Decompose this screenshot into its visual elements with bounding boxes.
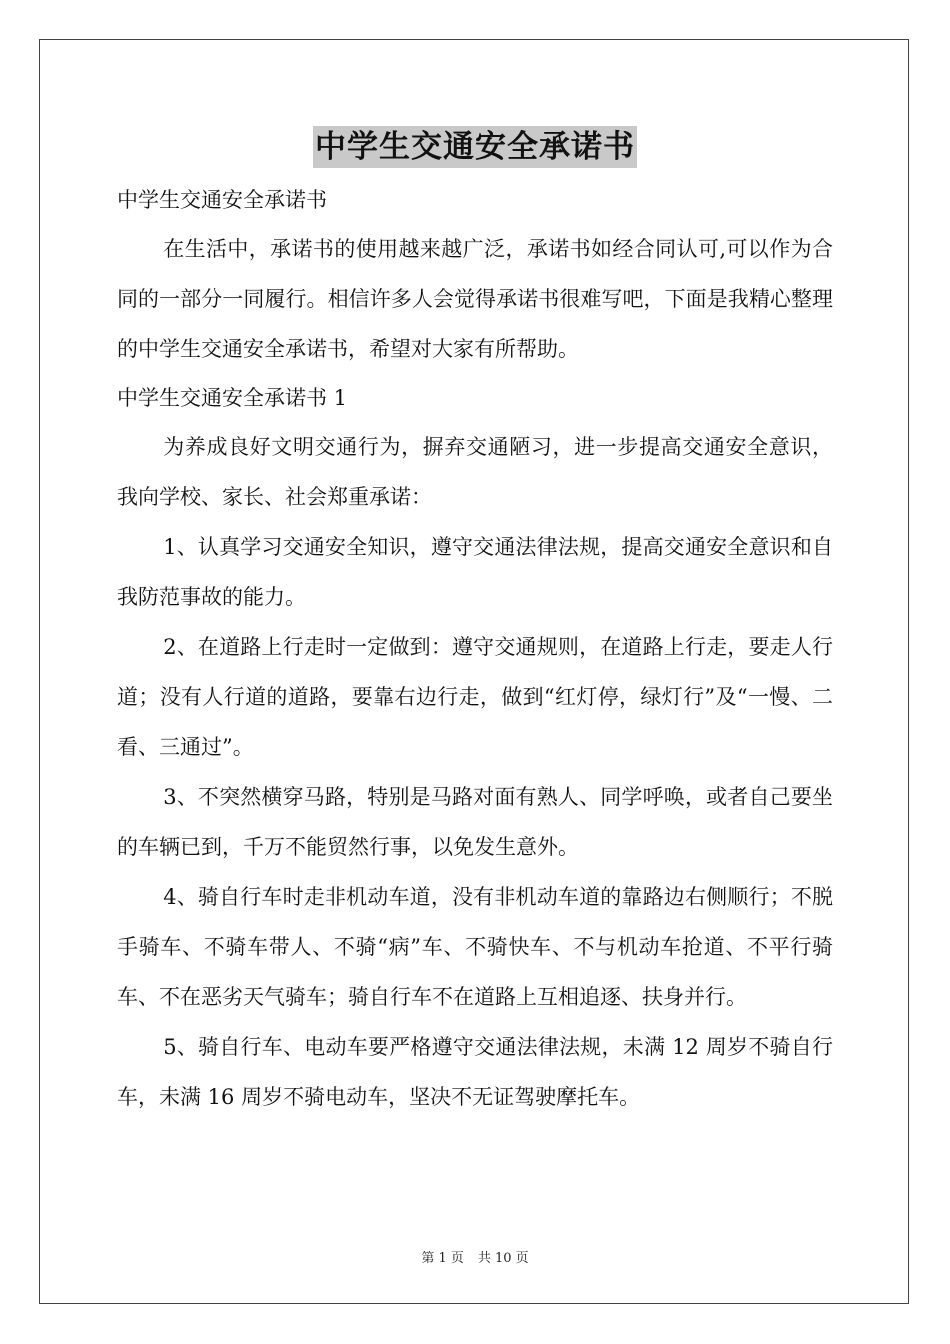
page-footer [0, 1247, 950, 1266]
document-title: 中学生交通安全承诺书 [313, 126, 637, 168]
paragraph-section-heading: 中学生交通安全承诺书 1 [117, 386, 348, 410]
paragraph-intro: 在生活中，承诺书的使用越来越广泛，承诺书如经合同认可,可以作为合同的一部分一同履行。相信许多人会觉得承诺书很难写吧，下面是我精心整理的中学生交通安全承诺书，希望对大家有所帮助。 [117, 237, 833, 361]
paragraph-item-4: 4、骑自行车时走非机动车道，没有非机动车道的靠路边右侧顺行；不脱手骑车、不骑车带人、不骑“病”车、不骑快车、不与机动车抢道、不平行骑车、不在恶劣天气骑车；骑自行车不在道路上互相追逐、扶身并行。 [117, 885, 833, 1009]
paragraph-item-5: 5、骑自行车、电动车要严格遵守交通法律法规，未满 12 周岁不骑自行车，未满 16 周岁不骑电动车，坚决不无证驾驶摩托车。 [117, 1035, 833, 1109]
paragraph-item-3: 3、不突然横穿马路，特别是马路对面有熟人、同学呼唤，或者自己要坐的车辆已到，千万不能贸然行事，以免发生意外。 [117, 785, 833, 859]
paragraph-item-1: 1、认真学习交通安全知识，遵守交通法律法规，提高交通安全意识和自我防范事故的能力。 [117, 535, 833, 609]
paragraph-pledge-intro: 为养成良好文明交通行为，摒弃交通陋习，进一步提高交通安全意识，我向学校、家长、社会郑重承诺： [117, 435, 833, 509]
paragraph-item-2: 2、在道路上行走时一定做到：遵守交通规则，在道路上行走，要走人行道；没有人行道的道路，要靠右边行走，做到“红灯停，绿灯行”及“一慢、二看、三通过”。 [117, 635, 833, 759]
page-number: 第 1 页 [421, 1251, 464, 1266]
document-body [117, 176, 833, 1122]
page-total: 共 10 页 [477, 1251, 529, 1266]
paragraph-heading: 中学生交通安全承诺书 [117, 188, 327, 212]
document-title-container [0, 126, 950, 168]
